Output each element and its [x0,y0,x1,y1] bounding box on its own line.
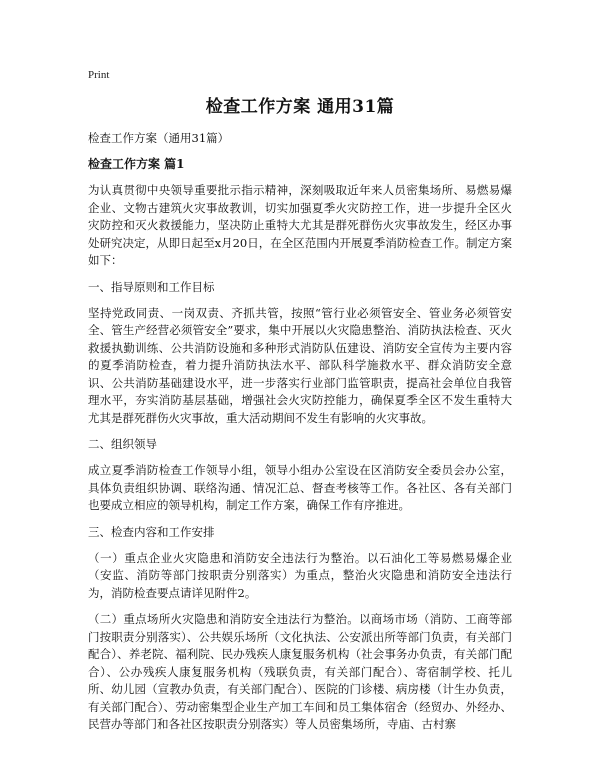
organization-paragraph: 成立夏季消防检查工作领导小组，领导小组办公室设在区消防安全委员会办公室，具体负责组织协调、联络沟通、情况汇总、督查考核等工作。各社区、各有关部门也要成立相应的领导机构，制定工作方案，确保工作有序推进。 [88,463,512,512]
inspection-item-1: （一）重点企业火灾隐患和消防安全违法行为整治。以石油化工等易燃易爆企业（安监、消防等部门按职责分别落实）为重点，整治火灾隐患和消防安全违法行为，消防检查要点请详见附件2。 [88,550,512,600]
print-label[interactable]: Print [88,69,110,81]
document-page [88,68,512,743]
document-subtitle: 检查工作方案（通用31篇） [88,131,230,145]
principles-paragraph: 坚持党政同责、一岗双责、齐抓共管，按照“管行业必须管安全、管业务必须管安全、管生产经营必须管安全”要求，集中开展以火灾隐患整治、消防执法检查、灭火救援执勤训练、公共消防设施和多种形式消防队伍建设、消防安全宣传为主要内容的夏季消防检查，着力提升消防执法水平、部队科学施救水平、群众消防安全意识、公共消防基础建设水平，进一步落实行业部门监管职责，提高社会单位自我管理水平，夯实消防基层基础，增强社会火灾防控能力，确保夏季全区不发生重特大尤其是群死群伤火灾事故，重大活动期间不发生有影响的火灾事故。 [88,305,512,425]
heading-organization: 二、组织领导 [88,437,157,451]
section-title: 检查工作方案 篇1 [88,157,185,171]
heading-inspection: 三、检查内容和工作安排 [88,524,215,539]
intro-paragraph: 为认真贯彻中央领导重要批示指示精神，深刻吸取近年来人员密集场所、易燃易爆企业、文物古建筑火灾事故教训，切实加强夏季火灾防控工作，进一步提升全区火灾防控和灭火救援能力，坚决防止重特大尤其是群死群伤火灾事故发生，经区办事处研究决定，从即日起至x月20日，在全区范围内开展夏季消防检查工作。制定方案如下： [88,183,512,267]
inspection-item-2: （二）重点场所火灾隐患和消防安全违法行为整治。以商场市场（消防、工商等部门按职责分别落实）、公共娱乐场所（文化执法、公安派出所等部门负责，有关部门配合）、养老院、福利院、民办残疾人康复服务机构（社会事务办负责，有关部门配合）、公办残疾人康复服务机构（残联负责，有关部门配合）、寄宿制学校、托儿所、幼儿园（宣教办负责，有关部门配合）、医院的门诊楼、病房楼（计生办负责，有关部门配合）、劳动密集型企业生产加工车间和员工集体宿舍（经贸办、外经办、民营办等部门和各社区按职责分别落实）等人员密集场所，寺庙、古村寨 [88,612,512,731]
document-title: 检查工作方案 通用31篇 [205,97,395,117]
heading-principles: 一、指导原则和工作目标 [88,279,215,294]
